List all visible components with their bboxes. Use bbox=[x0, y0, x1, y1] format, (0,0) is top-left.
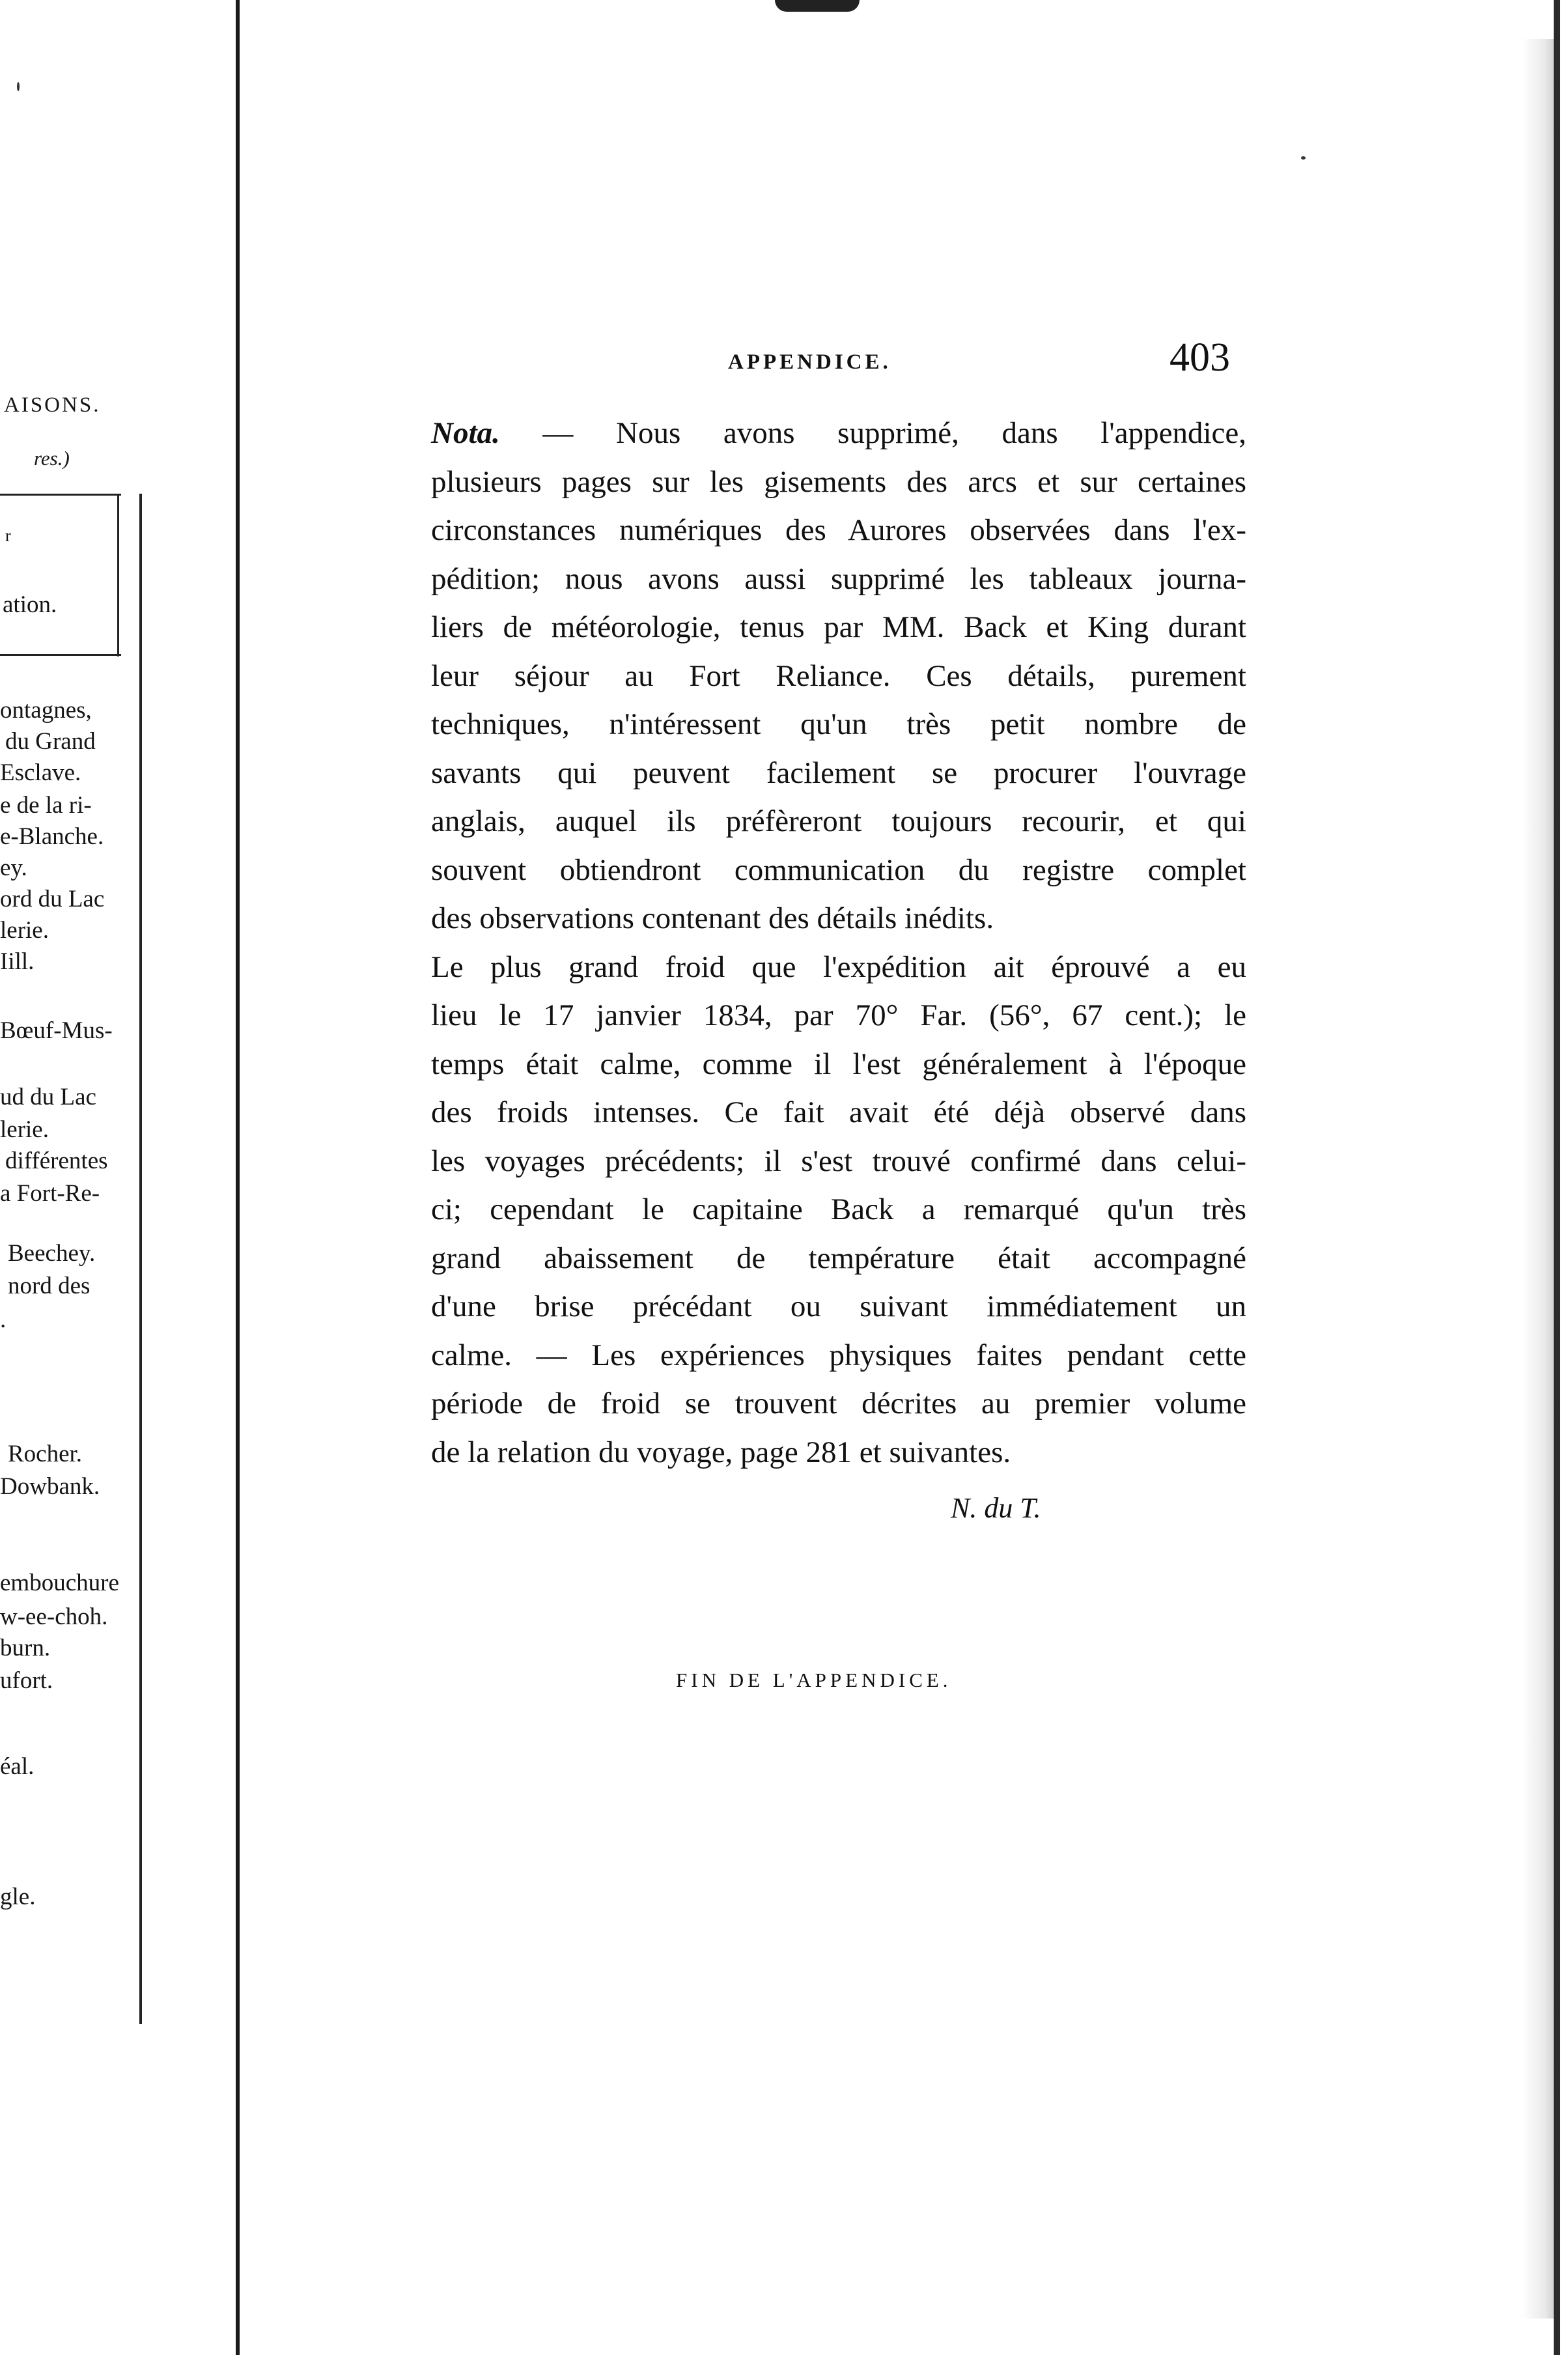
paragraph-froid bbox=[395, 943, 1246, 1477]
text-line: grand abaissement de température était accompagné bbox=[431, 1241, 1246, 1275]
left-page-line: éal. bbox=[0, 1753, 35, 1780]
text-line: ci; cependant le capitaine Back a remarqué qu'un très bbox=[431, 1192, 1246, 1226]
table-rule bbox=[0, 654, 121, 656]
table-rule bbox=[0, 494, 121, 496]
body-text bbox=[395, 409, 1246, 1476]
scan-blot bbox=[775, 0, 860, 12]
text-line: Le plus grand froid que l'expédition ait éprouvé a eu bbox=[431, 950, 1246, 984]
text-line: calme. — Les expériences physiques faites pendant cette bbox=[431, 1338, 1246, 1372]
text-line: de la relation du voyage, page 281 et suivantes. bbox=[431, 1435, 1011, 1469]
left-page-line: ufort. bbox=[0, 1667, 53, 1694]
text-line: anglais, auquel ils préfèreront toujours recourir, et qui bbox=[431, 804, 1246, 838]
left-page-line: a Fort-Re- bbox=[0, 1180, 100, 1207]
table-border bbox=[139, 494, 142, 2024]
left-page-line: embouchure bbox=[0, 1570, 119, 1596]
end-of-appendix: FIN DE L'APPENDICE. bbox=[676, 1669, 952, 1691]
page-gutter-edge bbox=[236, 0, 240, 2355]
text-line: lieu le 17 janvier 1834, par 70° Far. (56°, 67 cent.); le bbox=[431, 998, 1246, 1032]
left-page-line: nord des bbox=[8, 1273, 91, 1299]
text-line: techniques, n'intéressent qu'un très petit nombre de bbox=[431, 707, 1246, 741]
left-page-line: AISONS. bbox=[4, 393, 101, 417]
page-number: 403 bbox=[1169, 335, 1230, 380]
text-line: plusieurs pages sur les gisements des arcs et sur certaines bbox=[431, 464, 1246, 499]
nota-label: Nota. bbox=[431, 416, 500, 450]
text-line: circonstances numériques des Aurores observées dans l'ex- bbox=[431, 513, 1246, 547]
text-line: période de froid se trouvent décrites au premier volume bbox=[431, 1387, 1246, 1420]
translator-signature: N. du T. bbox=[951, 1492, 1041, 1524]
text-line: savants qui peuvent facilement se procurer l'ouvrage bbox=[431, 755, 1246, 790]
page-edge-shadow bbox=[1522, 39, 1555, 2319]
left-page-line: r bbox=[5, 526, 11, 545]
left-page-line: ud du Lac bbox=[0, 1084, 96, 1110]
text-line: des observations contenant des détails inédits. bbox=[431, 901, 994, 935]
left-page-line: ation. bbox=[3, 591, 57, 618]
text-line: pédition; nous avons aussi supprimé les tableaux journa- bbox=[431, 561, 1246, 596]
text-line: les voyages précédents; il s'est trouvé confirmé dans celui- bbox=[431, 1144, 1246, 1178]
left-page-line: e-Blanche. bbox=[0, 823, 104, 850]
text-line: liers de météorologie, tenus par MM. Back et King durant bbox=[431, 610, 1246, 644]
left-page-line: Rocher. bbox=[8, 1441, 83, 1467]
running-head: APPENDICE. bbox=[728, 350, 891, 374]
text-line: temps était calme, comme il l'est généralement à l'époque bbox=[431, 1047, 1246, 1081]
left-page-line: lerie. bbox=[0, 1116, 49, 1143]
left-page-line: ord du Lac bbox=[0, 886, 105, 912]
left-page-line: ontagnes, bbox=[0, 697, 92, 724]
paragraph-nota bbox=[395, 409, 1246, 943]
table-rule bbox=[117, 495, 119, 656]
left-page-line: burn. bbox=[0, 1635, 51, 1661]
page-right-edge bbox=[1554, 0, 1560, 2355]
text-line: des froids intenses. Ce fait avait été déjà observé dans bbox=[431, 1095, 1246, 1129]
left-page-line: Dowbank. bbox=[0, 1473, 100, 1500]
left-page-line: Bœuf-Mus- bbox=[0, 1017, 113, 1044]
text-line-content: — Nous avons supprimé, dans l'appendice, bbox=[542, 416, 1247, 450]
left-page-line: lerie. bbox=[0, 917, 49, 944]
left-page-line: du Grand bbox=[5, 728, 96, 755]
text-line: d'une brise précédant ou suivant immédiatement un bbox=[431, 1290, 1246, 1323]
left-page-line: ey. bbox=[0, 854, 27, 881]
left-page-line: Iill. bbox=[0, 948, 35, 975]
left-page-line: gle. bbox=[0, 1883, 36, 1910]
left-page-line: w-ee-choh. bbox=[0, 1603, 108, 1630]
left-page-line: res.) bbox=[34, 447, 70, 470]
left-page-line: différentes bbox=[5, 1148, 108, 1174]
text-line bbox=[395, 409, 1246, 458]
left-page-fragment bbox=[0, 0, 236, 2355]
left-page-line: Esclave. bbox=[0, 759, 81, 786]
left-page-line: e de la ri- bbox=[0, 792, 92, 819]
scan-speck bbox=[1301, 156, 1306, 160]
left-page-line: . bbox=[0, 1306, 7, 1333]
text-line: leur séjour au Fort Reliance. Ces détails, purement bbox=[431, 658, 1246, 693]
text-line: souvent obtiendront communication du registre complet bbox=[431, 853, 1246, 887]
left-page-line: Beechey. bbox=[8, 1240, 96, 1267]
